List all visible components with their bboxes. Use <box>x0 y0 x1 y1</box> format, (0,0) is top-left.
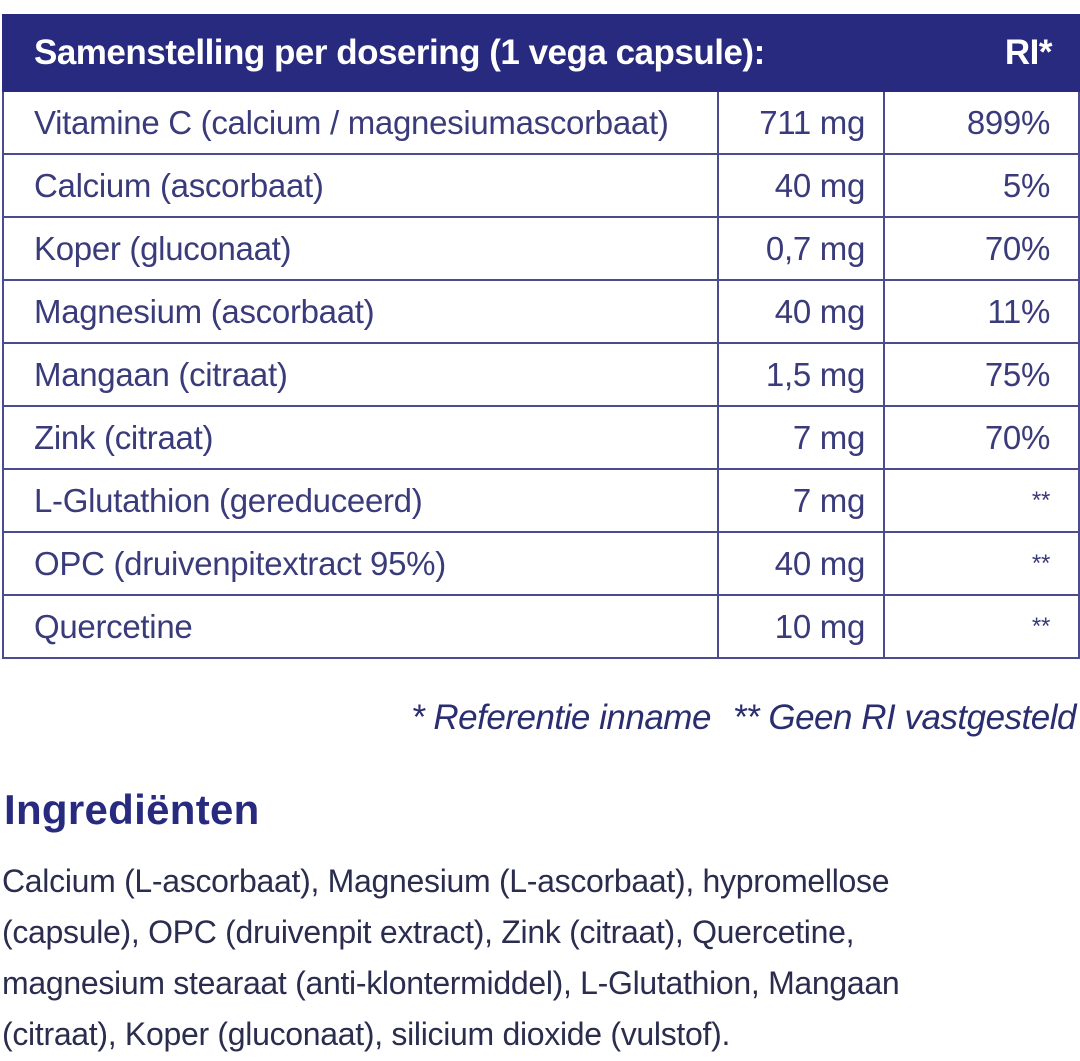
table-row <box>3 154 1079 217</box>
nutrient-name: Mangaan (citraat) <box>3 343 718 406</box>
table-row <box>3 406 1079 469</box>
nutrient-name: L-Glutathion (gereduceerd) <box>3 469 718 532</box>
nutrient-amount: 0,7 mg <box>718 217 884 280</box>
table-row <box>3 343 1079 406</box>
nutrient-amount: 7 mg <box>718 406 884 469</box>
nutrient-ri: ** <box>884 595 1079 658</box>
table-row <box>3 595 1079 658</box>
nutrient-ri: 11% <box>884 280 1079 343</box>
nutrient-amount: 711 mg <box>718 91 884 154</box>
footnote-ri: * Referentie inname <box>411 698 711 737</box>
table-row <box>3 532 1079 595</box>
nutrient-amount: 1,5 mg <box>718 343 884 406</box>
table-header-row <box>3 15 1079 91</box>
nutrient-amount: 10 mg <box>718 595 884 658</box>
nutrient-ri: 70% <box>884 217 1079 280</box>
table-row <box>3 217 1079 280</box>
table-header-title: Samenstelling per dosering (1 vega capsule): <box>3 15 884 91</box>
nutrient-amount: 40 mg <box>718 154 884 217</box>
nutrient-name: OPC (druivenpitextract 95%) <box>3 532 718 595</box>
table-row <box>3 280 1079 343</box>
footnote-no-ri: ** Geen RI vastgesteld <box>732 698 1076 737</box>
nutrient-ri: 75% <box>884 343 1079 406</box>
nutrient-ri: 70% <box>884 406 1079 469</box>
nutrient-name: Quercetine <box>3 595 718 658</box>
nutrient-amount: 40 mg <box>718 532 884 595</box>
footnote <box>411 698 1076 738</box>
table-row <box>3 469 1079 532</box>
nutrient-name: Calcium (ascorbaat) <box>3 154 718 217</box>
nutrient-ri: ** <box>884 469 1079 532</box>
nutrient-ri: ** <box>884 532 1079 595</box>
nutrient-name: Magnesium (ascorbaat) <box>3 280 718 343</box>
ingredients-text: Calcium (L-ascorbaat), Magnesium (L-ascorbaat), hypromellose (capsule), OPC (druivenpit extract), Zink (citraat), Quercetine, magnesium stearaat (anti-klontermiddel), L-Glutathion, Mangaan (citraat), Koper (gluconaat), silicium dioxide (vulstof). <box>2 863 900 1052</box>
ingredients-title: Ingrediënten <box>4 786 260 833</box>
nutrient-name: Vitamine C (calcium / magnesiumascorbaat) <box>3 91 718 154</box>
nutrient-name: Koper (gluconaat) <box>3 217 718 280</box>
nutrient-amount: 40 mg <box>718 280 884 343</box>
table-body <box>3 91 1079 658</box>
nutrient-amount: 7 mg <box>718 469 884 532</box>
table-header-ri: RI* <box>884 15 1079 91</box>
composition-table <box>2 14 1080 659</box>
nutrient-ri: 899% <box>884 91 1079 154</box>
table-row <box>3 91 1079 154</box>
composition-table-container <box>2 14 1078 659</box>
nutrient-name: Zink (citraat) <box>3 406 718 469</box>
nutrient-ri: 5% <box>884 154 1079 217</box>
